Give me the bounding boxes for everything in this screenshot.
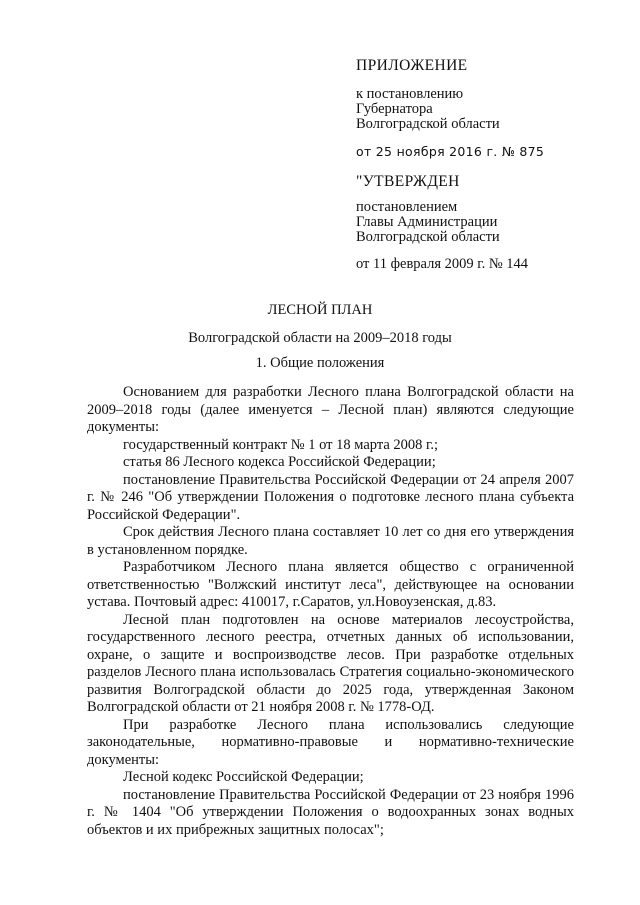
approved-line1: постановлением	[356, 199, 458, 215]
appendix-block	[356, 58, 544, 159]
approved-date-line: от 11 февраля 2009 г. № 144	[356, 256, 529, 272]
paragraph: Лесной кодекс Российской Федерации;	[123, 769, 364, 785]
document-body	[87, 384, 574, 839]
appendix-title: ПРИЛОЖЕНИЕ	[356, 57, 468, 74]
paragraph: Основанием для разработки Лесного плана Волгоградской области на 2009–2018 годы (далее именуется – Лесной план) являются следующие документы:	[87, 384, 574, 435]
paragraph: постановление Правительства Российской Федерации от 23 ноября 1996 г. № 1404 "Об утверждении Положения о водоохранных зонах водных объектов и их прибрежных защитных полосах";	[87, 786, 574, 838]
appendix-date-line: от 25 ноября 2016 г. № 875	[356, 144, 545, 159]
document-title: ЛЕСНОЙ ПЛАН	[267, 302, 373, 318]
paragraph: Разработчиком Лесного плана является общество с ограниченной ответственностью "Волжский институт леса", действующее на основании устава. Почтовый адрес: 410017, г.Саратов, ул.Новоузенская, д.83.	[87, 559, 574, 610]
paragraph: статья 86 Лесного кодекса Российской Федерации;	[123, 454, 436, 470]
paragraph: Лесной план подготовлен на основе материалов лесоустройства, государственного лесного реестра, отчетных данных об использовании, охране, о защите и воспроизводстве лесов. При разработке отдельных разделов Лесного плана использовалась Стратегия социально-экономического развития Волгоградской области до 2025 года, утвержденная Законом Волгоградской области от 21 ноября 2008 г. № 1778-ОД.	[87, 611, 574, 715]
section-heading: 1. Общие положения	[255, 355, 385, 371]
document-subtitle: Волгоградской области на 2009–2018 годы	[188, 330, 452, 346]
approved-title: "УТВЕРЖДЕН	[356, 173, 460, 190]
approved-line2: Главы Администрации	[356, 214, 498, 230]
appendix-to-line: к постановлению	[356, 86, 464, 102]
approved-line3: Волгоградской области	[356, 229, 500, 245]
paragraph: Срок действия Лесного плана составляет 10 лет со дня его утверждения в установленном порядке.	[87, 524, 574, 558]
appendix-region: Волгоградской области	[356, 116, 500, 132]
paragraph: государственный контракт № 1 от 18 марта 2008 г.;	[123, 436, 439, 453]
paragraph: постановление Правительства Российской Федерации от 24 апреля 2007 г. № 246 "Об утверждении Положения о подготовке лесного плана субъекта Российской Федерации".	[87, 471, 574, 523]
appendix-governor: Губернатора	[356, 101, 433, 117]
approved-block	[356, 174, 528, 272]
paragraph: При разработке Лесного плана использовались следующие законодательные, нормативно-правовые и нормативно-технические документы:	[87, 716, 574, 768]
